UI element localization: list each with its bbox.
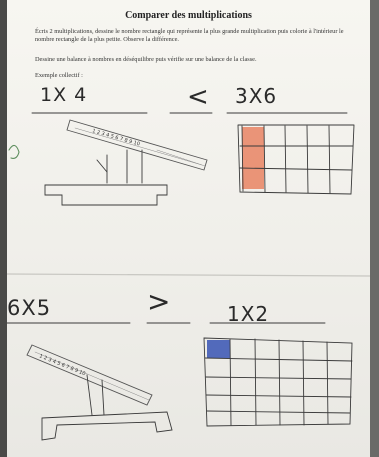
balance-drawing-1 xyxy=(45,120,207,205)
grid-1 xyxy=(238,125,354,194)
comparison-sign-2: > xyxy=(147,285,172,318)
grid-1-shaded xyxy=(242,127,264,189)
worksheet-title: Comparer des multiplications xyxy=(125,10,252,21)
comparison-sign-1: < xyxy=(187,82,210,112)
worksheet xyxy=(7,0,370,457)
scale-numbers-2: 1 2 3 4 5 6 7 8 9 10 xyxy=(38,353,87,378)
instruction-text-2: Dessine une balance à nombres en déséquilibre puis vérifie sur une balance de la classe. xyxy=(35,56,257,63)
left-expression-1: 1X 4 xyxy=(40,84,88,106)
pencil-drawings xyxy=(7,0,370,457)
photo-edge xyxy=(0,0,7,457)
scale-numbers-1: 1 2 3 4 5 6 7 8 9 10 xyxy=(91,128,141,148)
example-label: Exemple collectif : xyxy=(35,72,83,79)
grid-2-shaded xyxy=(207,340,230,358)
fold-line xyxy=(7,274,370,276)
balance-drawing-2 xyxy=(27,345,172,440)
right-expression-2: 1X2 xyxy=(227,302,270,326)
right-expression-1: 3X6 xyxy=(235,84,278,108)
left-expression-2: 6X5 xyxy=(7,296,52,320)
instruction-text-1: Écris 2 multiplications, dessine le nombre rectangle qui représente la plus grande multiplication puis colorie à l'intérieur le nombre rectangle de la plus petite. Observe la différence. xyxy=(35,28,344,43)
green-scribble xyxy=(9,145,19,158)
grid-2 xyxy=(204,338,352,426)
